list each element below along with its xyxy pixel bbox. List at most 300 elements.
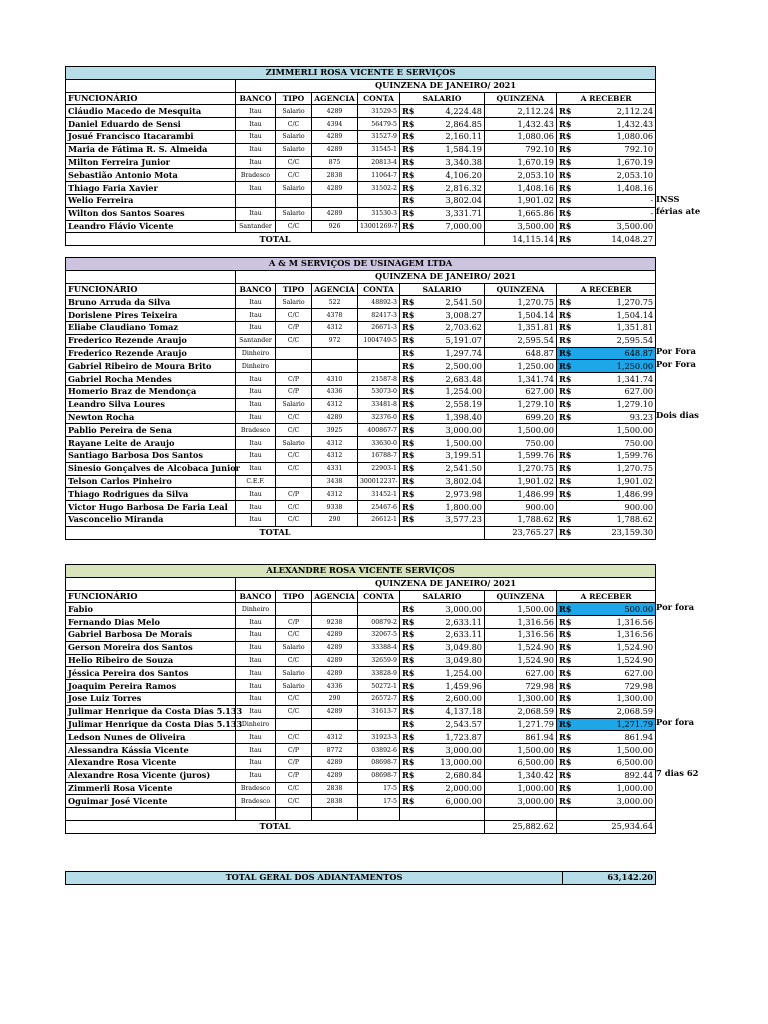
agency: 4312 [312,731,358,744]
to-receive: 1,500.00 [575,424,656,437]
account-type: Salario [276,182,312,195]
table-row [66,334,656,347]
fortnight: 648.87 [485,347,557,360]
to-receive: 1,500.00 [575,744,656,757]
to-receive: 1,270.75 [575,296,656,309]
to-receive: 93.23 [575,411,656,424]
to-receive: 1,432.43 [575,118,656,131]
account: 32659-9 [358,654,400,667]
fortnight: 2,068.59 [485,705,557,718]
agency: 4289 [312,667,358,680]
employee-name: Ledson Nunes de Oliveira [66,731,236,744]
account: 31530-3 [358,207,400,220]
to-receive: 1,599.76 [575,449,656,462]
currency: R$ [557,731,575,744]
account: 1004749-5 [358,334,400,347]
agency: 4289 [312,756,358,769]
employee-name: Vasconcelio Miranda [66,513,236,526]
header-conta: CONTA [358,590,400,603]
agency: 4394 [312,118,358,131]
currency: R$ [557,449,575,462]
bank: Itau [236,641,276,654]
to-receive: 900.00 [575,501,656,514]
account: 82417-3 [358,309,400,322]
currency: R$ [557,795,575,808]
bank: Itau [236,692,276,705]
currency: R$ [400,731,417,744]
table-row [66,513,656,526]
currency: R$ [557,488,575,501]
agency: 4331 [312,462,358,475]
header-agencia: AGENCIA [312,283,358,296]
account: 33388-4 [358,641,400,654]
currency [557,820,575,833]
fortnight: 900.00 [485,501,557,514]
account-type: Salario [276,105,312,118]
currency: R$ [557,616,575,629]
account-type: C/P [276,756,312,769]
salary: 3,577.23 [417,513,485,526]
header-agencia: AGENCIA [312,590,358,603]
currency: R$ [400,398,417,411]
salary: 6,000.00 [417,795,485,808]
currency: R$ [400,603,417,616]
to-receive: 3,500.00 [575,220,656,233]
total-fortnight: 14,115.14 [485,233,557,246]
fortnight: 1,500.00 [485,424,557,437]
table-row [66,731,656,744]
agency: 4289 [312,130,358,143]
table-row [66,143,656,156]
currency: R$ [400,207,417,220]
total-fortnight: 23,765.27 [485,526,557,539]
employee-name: Alessandra Kássia Vicente [66,744,236,757]
to-receive: 1,341.74 [575,373,656,386]
agency: 926 [312,220,358,233]
table-row [66,194,656,207]
bank: Itau [236,143,276,156]
fortnight: 1,340.42 [485,769,557,782]
currency: R$ [557,692,575,705]
currency: R$ [400,667,417,680]
to-receive: 1,316.56 [575,616,656,629]
agency [312,347,358,360]
side-note: Por Fora [656,346,696,357]
currency: R$ [557,603,575,616]
account-type: C/C [276,513,312,526]
table-row [66,603,656,616]
agency: 4378 [312,309,358,322]
table-row [66,628,656,641]
agency: 4289 [312,182,358,195]
agency: 4312 [312,437,358,450]
bank: Bradesco [236,795,276,808]
account-type [276,808,312,821]
to-receive: 1,279.10 [575,398,656,411]
header-a-receber: A RECEBER [557,590,656,603]
agency [312,808,358,821]
fortnight: 792.10 [485,143,557,156]
table-row [66,118,656,131]
salary: 2,541.50 [417,296,485,309]
table-row [66,385,656,398]
agency [312,360,358,373]
employee-name: Gabriel Ribeiro de Moura Brito [66,360,236,373]
to-receive: 1,000.00 [575,782,656,795]
currency: R$ [400,756,417,769]
account-type: C/P [276,769,312,782]
account: 11064-7 [358,169,400,182]
section-title: A & M SERVIÇOS DE USINAGEM LTDA [66,258,656,271]
total-to-receive: 25,934.64 [575,820,656,833]
account: 22903-1 [358,462,400,475]
employee-name: Oguimar José Vicente [66,795,236,808]
employee-name: Rayane Leite de Araujo [66,437,236,450]
salary: 1,398.40 [417,411,485,424]
currency: R$ [400,475,417,488]
account [358,194,400,207]
currency: R$ [557,130,575,143]
table-row [66,207,656,220]
salary: 2,683.48 [417,373,485,386]
agency: 4289 [312,705,358,718]
salary: 2,633.11 [417,628,485,641]
table-row [66,667,656,680]
bank: Itau [236,654,276,667]
agency: 4289 [312,143,358,156]
side-note: Por Fora [656,359,696,369]
bank: Itau [236,385,276,398]
account-type [276,603,312,616]
salary: 3,000.00 [417,424,485,437]
employee-name: Maria de Fátima R. S. Almeida [66,143,236,156]
header-salario: SALARIO [400,590,485,603]
account: 56479-5 [358,118,400,131]
side-note: férias ate [656,206,701,217]
currency: R$ [557,220,575,233]
currency: R$ [557,207,575,220]
bank: Itau [236,118,276,131]
grand-total-label: TOTAL GERAL DOS ADIANTAMENTOS [66,872,563,885]
header-banco: BANCO [236,283,276,296]
account: 33481-8 [358,398,400,411]
grand-total-value: 63,142.20 [563,872,656,885]
currency: R$ [557,105,575,118]
salary: 3,331.71 [417,207,485,220]
total-label: TOTAL [66,526,485,539]
currency: R$ [557,680,575,693]
account: 31527-9 [358,130,400,143]
account: 400867-7 [358,424,400,437]
salary: 3,199.51 [417,449,485,462]
salary: 2,816.32 [417,182,485,195]
account: 53073-0 [358,385,400,398]
employee-name [66,808,236,821]
salary: 4,224.48 [417,105,485,118]
table-row [66,475,656,488]
bank: Itau [236,182,276,195]
salary: 3,000.00 [417,603,485,616]
salary [417,808,485,821]
account-type [276,475,312,488]
agency: 9338 [312,501,358,514]
salary: 4,137.18 [417,705,485,718]
account-type [276,347,312,360]
currency: R$ [400,143,417,156]
table-alexandre [65,564,656,834]
to-receive: 500.00 [575,603,656,616]
employee-name: Thiago Rodrigues da Silva [66,488,236,501]
employee-name: Josué Francisco Itacarambi [66,130,236,143]
section-zimmerli [65,66,655,246]
currency: R$ [400,105,417,118]
bank: Bradesco [236,424,276,437]
bank: Itau [236,616,276,629]
salary: 7,000.00 [417,220,485,233]
currency: R$ [400,488,417,501]
fortnight: 1,351.81 [485,321,557,334]
currency: R$ [400,385,417,398]
fortnight: 1,504.14 [485,309,557,322]
account: 31613-7 [358,705,400,718]
table-row [66,360,656,373]
account-type: Salario [276,680,312,693]
total-label: TOTAL [66,820,485,833]
header-tipo: TIPO [276,92,312,105]
account: 21587-8 [358,373,400,386]
header-salario: SALARIO [400,92,485,105]
account-type: C/C [276,220,312,233]
to-receive: 892.44 [575,769,656,782]
salary: 2,864.85 [417,118,485,131]
table-row [66,449,656,462]
account [358,808,400,821]
currency [557,501,575,514]
to-receive: 1,351.81 [575,321,656,334]
agency [312,718,358,731]
currency: R$ [400,641,417,654]
table-row [66,692,656,705]
agency: 4310 [312,373,358,386]
fortnight: 1,408.16 [485,182,557,195]
agency: 4312 [312,398,358,411]
account: 31923-3 [358,731,400,744]
section-subtitle: QUINZENA DE JANEIRO/ 2021 [236,270,656,283]
fortnight: 627.00 [485,385,557,398]
fortnight: 2,112.24 [485,105,557,118]
account: 17-5 [358,795,400,808]
bank [236,194,276,207]
agency: 4289 [312,641,358,654]
to-receive: 3,000.00 [575,795,656,808]
currency: R$ [400,194,417,207]
blank-cell [66,577,236,590]
salary: 2,543.57 [417,718,485,731]
salary: 2,541.50 [417,462,485,475]
bank: Itau [236,156,276,169]
account: 31529-5 [358,105,400,118]
account-type: Salario [276,437,312,450]
employee-name: Julimar Henrique da Costa Dias 5.133 [66,718,236,731]
account: 08698-7 [358,756,400,769]
employee-name: Fabio [66,603,236,616]
to-receive: 750.00 [575,437,656,450]
blank-cell [66,270,236,283]
employee-name: Jéssica Pereira dos Santos [66,667,236,680]
fortnight: 2,595.54 [485,334,557,347]
to-receive: 1,524.90 [575,654,656,667]
to-receive: 1,316.56 [575,628,656,641]
currency: R$ [557,118,575,131]
account: 32067-5 [358,628,400,641]
salary: 1,254.00 [417,667,485,680]
employee-name: Wilton dos Santos Soares [66,207,236,220]
employee-name: Sinesio Gonçalves de Alcobaca Junior [66,462,236,475]
fortnight: 1,271.79 [485,718,557,731]
account-type: C/C [276,782,312,795]
table-row [66,321,656,334]
agency: 522 [312,296,358,309]
bank: Dinheiro [236,718,276,731]
currency: R$ [400,718,417,731]
currency: R$ [557,182,575,195]
currency: R$ [557,360,575,373]
table-row [66,220,656,233]
agency: 4289 [312,654,358,667]
to-receive: 2,053.10 [575,169,656,182]
salary: 5,191.07 [417,334,485,347]
side-note: Por fora [656,602,695,613]
account-type: C/C [276,462,312,475]
employee-name: Gerson Moreira dos Santos [66,641,236,654]
fortnight [485,808,557,821]
header-quinzena: QUINZENA [485,92,557,105]
fortnight: 1,316.56 [485,616,557,629]
account [358,360,400,373]
header-tipo: TIPO [276,590,312,603]
employee-name: Gabriel Rocha Mendes [66,373,236,386]
table-row [66,296,656,309]
employee-name: Jose Luiz Torres [66,692,236,705]
salary: 2,500.00 [417,360,485,373]
employee-name: Daniel Eduardo de Sensi [66,118,236,131]
agency: 4289 [312,207,358,220]
account-type: C/P [276,373,312,386]
employee-name: Zimmerli Rosa Vicente [66,782,236,795]
employee-name: Gabriel Barbosa De Morais [66,628,236,641]
currency: R$ [400,769,417,782]
fortnight: 1,270.75 [485,296,557,309]
account-type: Salario [276,130,312,143]
currency: R$ [557,744,575,757]
salary: 13,000.00 [417,756,485,769]
account-type: C/C [276,501,312,514]
salary: 1,500.00 [417,437,485,450]
account-type: C/P [276,385,312,398]
agency: 972 [312,334,358,347]
currency: R$ [557,321,575,334]
salary: 2,973.98 [417,488,485,501]
header-salario: SALARIO [400,283,485,296]
to-receive: - [575,207,656,220]
account: 300012237- [358,475,400,488]
currency: R$ [557,705,575,718]
bank: Itau [236,207,276,220]
fortnight: 1,901.02 [485,194,557,207]
employee-name: Leandro Silva Loures [66,398,236,411]
currency: R$ [557,667,575,680]
table-row [66,641,656,654]
bank: Itau [236,449,276,462]
agency: 875 [312,156,358,169]
fortnight: 1,279.10 [485,398,557,411]
fortnight: 1,665.86 [485,207,557,220]
bank: Itau [236,501,276,514]
table-row [66,156,656,169]
to-receive: 2,112.24 [575,105,656,118]
employee-name: Homerio Braz de Mendonça [66,385,236,398]
currency: R$ [557,169,575,182]
account: 48892-3 [358,296,400,309]
currency: R$ [557,296,575,309]
table-row [66,718,656,731]
account-type: C/C [276,449,312,462]
account-type: Salario [276,667,312,680]
bank: Itau [236,309,276,322]
total-fortnight: 25,882.62 [485,820,557,833]
account-type: Salario [276,398,312,411]
employee-name: Frederico Rezende Araujo [66,334,236,347]
table-row [66,130,656,143]
currency: R$ [400,321,417,334]
account: 20813-4 [358,156,400,169]
agency [312,194,358,207]
header-funcionario: FUNCIONÁRIO [66,590,236,603]
fortnight: 1,524.90 [485,654,557,667]
currency: R$ [557,475,575,488]
section-subtitle: QUINZENA DE JANEIRO/ 2021 [236,79,656,92]
account-type: Salario [276,143,312,156]
currency: R$ [400,411,417,424]
table-row [66,808,656,821]
fortnight: 750.00 [485,437,557,450]
salary: 1,459.96 [417,680,485,693]
currency: R$ [557,782,575,795]
account-type: Salario [276,641,312,654]
account-type [276,194,312,207]
salary: 2,600.00 [417,692,485,705]
account: 31502-2 [358,182,400,195]
currency: R$ [400,296,417,309]
salary: 2,680.84 [417,769,485,782]
bank: Itau [236,373,276,386]
agency: 2838 [312,782,358,795]
bank: Santander [236,334,276,347]
to-receive: 627.00 [575,385,656,398]
currency: R$ [400,220,417,233]
currency: R$ [400,334,417,347]
agency: 290 [312,513,358,526]
currency: R$ [557,334,575,347]
header-conta: CONTA [358,92,400,105]
fortnight: 6,500.00 [485,756,557,769]
bank: Itau [236,411,276,424]
fortnight: 1,270.75 [485,462,557,475]
table-row [66,182,656,195]
header-tipo: TIPO [276,283,312,296]
account-type: C/P [276,488,312,501]
to-receive: 1,300.00 [575,692,656,705]
